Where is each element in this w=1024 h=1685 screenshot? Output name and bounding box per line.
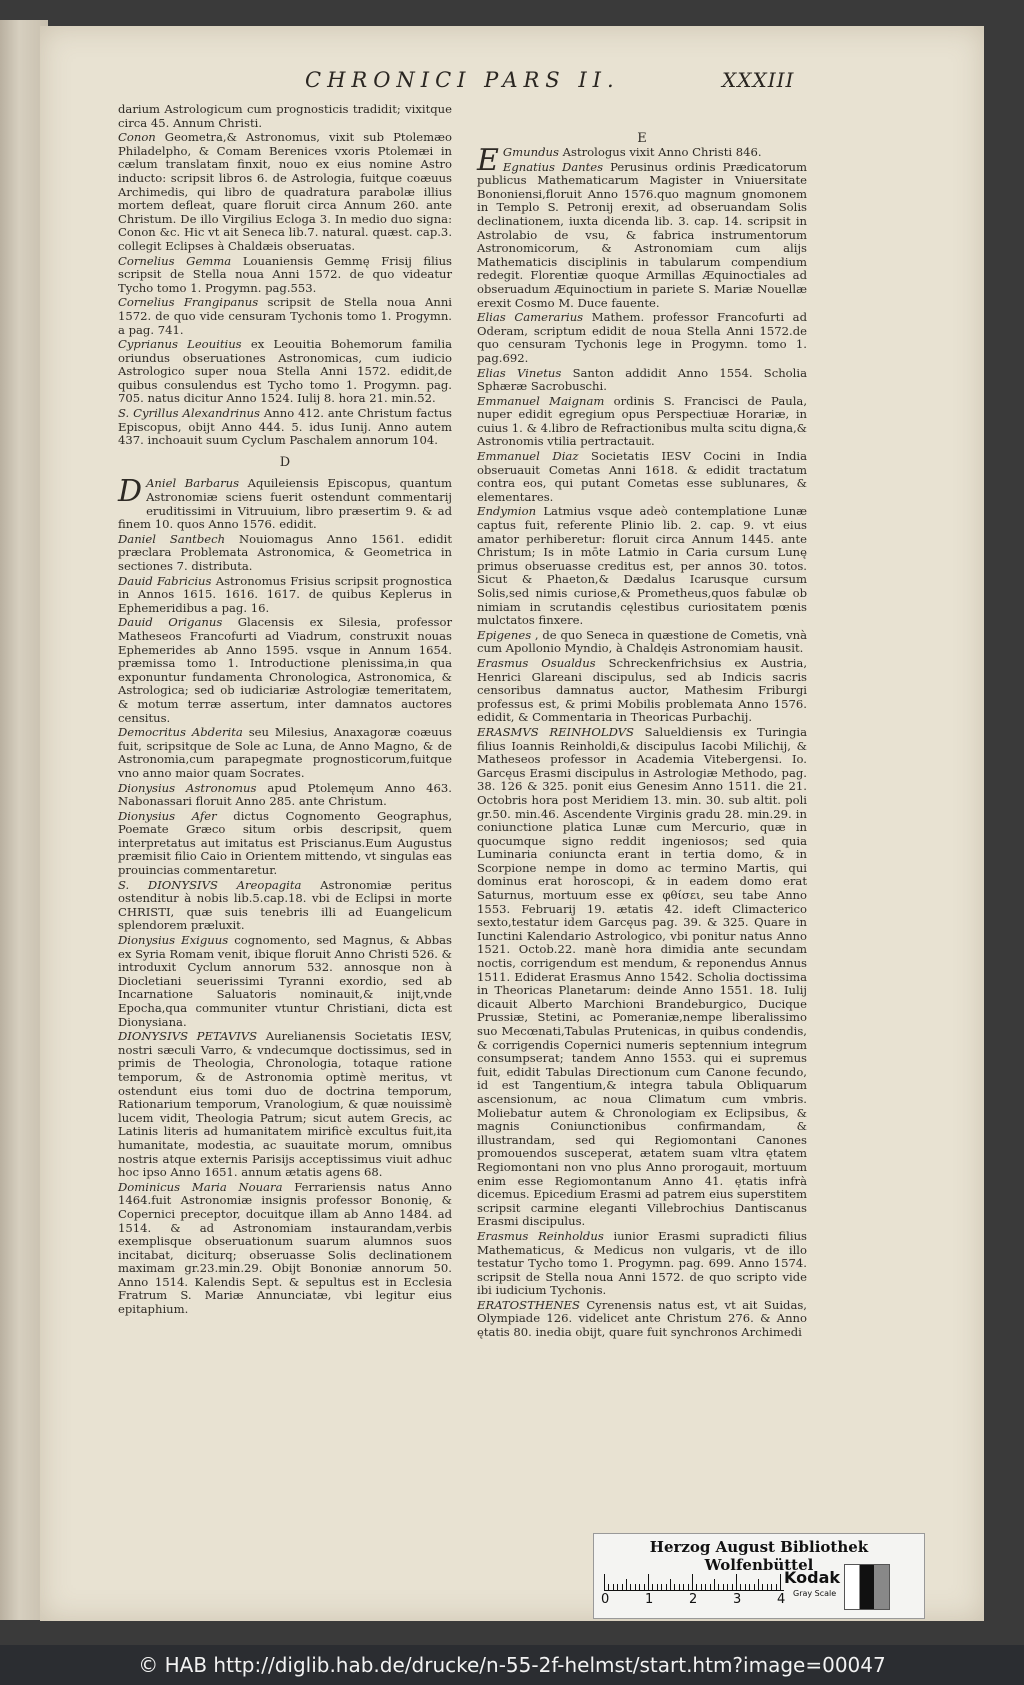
kodak-brand: Kodak (784, 1568, 840, 1587)
entry-text: seu Milesius, Anaxagoræ coæuus fuit, scripsitque de Sole ac Luna, de Anno Magno, & de Astronomia,cum parapegmate prognosticorum,fuitque vno anno maior quam Socrates. (118, 725, 452, 780)
entry-name: Democritus Abderita (118, 725, 243, 740)
entry-text: cognomento, sed Magnus, & Abbas ex Syria Romam venit, ibique floruit Anno Christi 526. & introduxit Cyclum annorum 532. annosque non à Diocletiani seuerissimi Tyranni exordio, sed ab Incarnatione Saluatoris nominauit,& inijt,vnde Epocha,qua communiter vtuntur Christiani, dicta est Dionysiana. (118, 933, 452, 1029)
entry (477, 367, 807, 394)
ruler-tick (661, 1584, 662, 1590)
ruler-number: 1 (645, 1592, 654, 1607)
entry (477, 311, 807, 365)
entry-name: ERATOSTHENES (477, 1297, 580, 1312)
entry-text: Latmius vsque adeò contemplatione Lunæ captus fuit, referente Plinio lib. 2. cap. 9. vt eius amator perhiberetur: floruit circa Annum 1445. ante Christum; Is in mōte Latmio in Caria cursum Lunę primus obseruasse creditus est, per annos 30. totos. Sicut & Phaeton,& Dædalus Icarusque cursum Solis,sed nimis curiose,& Prometheus,quos fabulæ ob nimiam in scrutandis cęlestibus curiositatem pœnis mulctatos finxere. (477, 504, 807, 628)
entry (118, 616, 452, 725)
entry-name: Dauid Fabricius (118, 573, 212, 588)
entry (118, 533, 452, 574)
ruler-tick (604, 1574, 605, 1590)
entry-name: S. Cyrillus Alexandrinus (118, 406, 260, 421)
ruler-scale (604, 1570, 784, 1591)
entry-name: Dauid Origanus (118, 615, 223, 630)
entry-name: Dionysius Afer (118, 808, 217, 823)
ruler-tick (657, 1584, 658, 1590)
entry (477, 395, 807, 449)
ruler-tick (723, 1584, 724, 1590)
entry (477, 657, 807, 725)
entry-text: Astronomus Frisius scripsit prognostica in Annos 1615. 1616. 1617. de quibus Keplerus in Ephemeridibus a pag. 16. (118, 573, 453, 615)
running-head: CHRONICI PARS II. (305, 68, 620, 92)
entries-e (477, 143, 807, 1340)
entry-name: Cornelius Frangipanus (118, 295, 259, 310)
entry-name: Conon (118, 130, 156, 145)
entry-name: Epigenes (477, 627, 532, 642)
entry-text: Nouiomagus Anno 1561. edidit præclara Problemata Astronomica, & Geometrica in sectiones 7. distributa. (118, 531, 452, 573)
entry (477, 629, 807, 656)
ruler-number: 2 (689, 1592, 698, 1607)
ruler-tick (692, 1574, 693, 1590)
continuation-text: darium Astrologicum cum prognosticis tradidit; vixitque circa 45. Annum Christi. (118, 102, 452, 130)
ruler-number: 3 (733, 1592, 742, 1607)
entry-text: Santon addidit Anno 1554. Scholia Sphæræ Sacrobuschi. (477, 365, 807, 394)
entry-name: Cornelius Gemma (118, 253, 232, 268)
left-column (118, 103, 452, 1318)
entry-text: Cyrenensis natus est, vt ait Suidas, Olympiade 126. videlicet ante Christum 276. & Anno ętatis 80. inedia obijt, quare fuit synchronos Archimedi (477, 1297, 807, 1340)
entry-name: Dominicus Maria Nouara (118, 1179, 283, 1194)
entry (118, 1030, 452, 1180)
ruler-tick (683, 1584, 684, 1590)
ruler-tick (622, 1584, 623, 1590)
entry-text: Glacensis ex Silesia, professor Matheseos Francofurti ad Viadrum, construxit nouas Ephemerides ab Anno 1595. vsque in Annum 1654. præmissa tomo 1. Introductione plenissima,in qua exponuntur fundamenta Chronologica, Astronomica, & Astrologica; sed ob iudiciariæ Astrologiæ temeritatem, & motum terræ assertum, inter damnatos auctores censitus. (118, 615, 452, 725)
entry (118, 1181, 452, 1317)
entry-text: , de quo Seneca in quæstione de Cometis, vnà cum Apollonio Myndio, à Chaldęis Astronomiam hausit. (477, 627, 807, 656)
entry (118, 879, 452, 933)
entry-text: apud Ptolemęum Anno 463. Nabonassari floruit Anno 285. ante Christum. (118, 780, 452, 809)
entry-name: Elias Camerarius (477, 310, 584, 325)
entry-name: S. DIONYSIVS Areopagita (118, 877, 302, 892)
entry-text: Louaniensis Gemmę Frisij filius scripsit de Stella noua Anni 1572. de quo videatur Tycho tomo 1. Progymn. pag.553. (118, 253, 452, 295)
entry-name: DIONYSIVS PETAVIVS (118, 1029, 258, 1044)
ruler-tick (736, 1574, 737, 1590)
ruler-tick (727, 1584, 728, 1590)
ruler-tick (635, 1584, 636, 1590)
ruler-number: 4 (777, 1592, 786, 1607)
ruler-tick (644, 1584, 645, 1590)
ruler-tick (670, 1579, 671, 1590)
ruler-tick (617, 1584, 618, 1590)
entry (118, 474, 452, 532)
entry-name: Cyprianus Leouitius (118, 337, 242, 352)
ruler-tick (639, 1584, 640, 1590)
entry (477, 505, 807, 627)
entry-name: Daniel Santbech (118, 531, 226, 546)
entry-name: Emmanuel Maignam (477, 393, 605, 408)
entry-text: Schreckenfrichsius ex Austria, Henrici Glareani discipulus, sed ab Indicis sacris censoribus damnatus auctor, Mathesim Friburgi professus est, & primi Mobilis problemata Anno 1576. edidit, & Commentaria in Theoricas Purbachij. (477, 655, 807, 725)
entries-c (118, 131, 452, 448)
entry-text: Astronomiæ peritus ostenditur à nobis lib.5.cap.18. vbi de Eclipsi in morte CHRISTI, quæ suis tenebris illi ad Euangelicum splendorem præluxit. (118, 877, 453, 933)
gray-scale-label: Gray Scale (793, 1589, 837, 1598)
ruler-tick (666, 1584, 667, 1590)
entry (118, 726, 452, 780)
ruler-tick (679, 1584, 680, 1590)
entry (477, 1299, 807, 1340)
entry-name: Erasmus Osualdus (477, 655, 596, 670)
ruler-tick (630, 1584, 631, 1590)
ruler-tick (674, 1584, 675, 1590)
entry-name: ERASMVS REINHOLDVS (477, 724, 634, 739)
ruler-tick (714, 1579, 715, 1590)
ruler-tick (732, 1584, 733, 1590)
ruler-tick (652, 1584, 653, 1590)
entry-text: Astrologus vixit Anno Christi 846. (558, 145, 762, 159)
right-column (477, 131, 807, 1341)
ruler-tick (613, 1584, 614, 1590)
footer-credit: © HAB http://diglib.hab.de/drucke/n-55-2f-helmst/start.htm?image=00047 (0, 1645, 1024, 1685)
ruler-tick (710, 1584, 711, 1590)
entry (118, 575, 452, 616)
ruler-tick (771, 1584, 772, 1590)
ruler-tick (749, 1584, 750, 1590)
ruler-tick (758, 1579, 759, 1590)
entry (118, 296, 452, 337)
ruler-tick (648, 1574, 649, 1590)
color-target-card (593, 1533, 925, 1619)
ruler-tick (767, 1584, 768, 1590)
ruler-tick (696, 1584, 697, 1590)
gray-scale-patch (844, 1564, 890, 1610)
entry-name: Endymion (477, 504, 537, 519)
section-letter-e: E (637, 131, 647, 146)
entry-name: EGmundus (477, 143, 559, 178)
entry-text: Aurelianensis Societatis IESV, nostri sæculi Varro, & vndecumque doctissimus, sed in primis de Theologia, Chronologia, totaque ratione temporum, & de Astronomia optimè meritus, vt ostendunt eius tomi duo de doctrina temporum, Rationarium temporum, Vranologium, & quæ nouissimè lucem vidit, Theologia Patrum; sicut autem Grecis, ac Latinis literis ad humanitatem mirificè excultus fuit,ita humanitate, modestia, ac suauitate morum, omnibus nostris atque externis Parisijs acceptissimus viuit adhuc hoc ipso Anno 1651. annum ætatis agens 68. (118, 1029, 452, 1180)
entry (118, 934, 452, 1029)
entry-text: Aquileiensis Episcopus, quantum Astronomiæ sciens fuerit ostendunt commentarij eruditissimi in Vitruuium, libro præsertim 9. & ad finem 10. quos Anno 1576. edidit. (118, 476, 452, 532)
entry-text: ex Leouitia Bohemorum familia oriundus obseruationes Astronomicas, cum iudicio Astrologico super noua Stella Anni 1572. edidit,de quibus consulendus est Tycho tomo 1. Progymn. pag. 705. natus dicitur Anno 1524. Iulij 8. hora 21. min.52. (118, 337, 452, 406)
ruler-tick (701, 1584, 702, 1590)
library-name: Herzog August Bibliothek Wolfenbüttel (649, 1538, 869, 1574)
entry-text: Societatis IESV Cocini in India obseruauit Cometas Anni 1618. & edidit tractatum contra eos, qui putant Cometas esse sublunares, & elementares. (477, 449, 807, 504)
entry (118, 338, 452, 406)
entry-text: ordinis S. Francisci de Paula, nuper edidit egregium opus Perspectiuæ Horariæ, in cuius 1. & 4.libro de Refractionibus multa scitu digna,& Astronomis vtilia pertractauit. (477, 393, 807, 449)
ruler-tick (705, 1584, 706, 1590)
ruler-numbers (601, 1592, 794, 1608)
ruler-tick (718, 1584, 719, 1590)
entry-text: iunior Erasmi supradicti filius Mathematicus, & Medicus non vulgaris, vt de illo testatur Tycho tomo 1. Progymn. pag. 699. Anno 1574. scripsit de Stella noua Anni 1572. de quo scripto vide ibi iudicium Tychonis. (477, 1228, 807, 1298)
entry-text: Anno 412. ante Christum factus Episcopus, obijt Anno 444. 5. idus Iunij. Anno autem 437. inchoauit suum Cyclum Paschalem annorum 104. (118, 406, 452, 448)
ruler-tick (754, 1584, 755, 1590)
entry-name: Erasmus Reinholdus (477, 1228, 604, 1243)
entry-text: Mathem. professor Francofurti ad Oderam, scriptum edidit de noua Stella Anni 1572.de quo censuram Tychonis lege in Progymn. tomo 1. pag.692. (477, 310, 807, 365)
entry (477, 1230, 807, 1298)
entry (118, 810, 452, 878)
entry (118, 782, 452, 809)
entry-text: dictus Cognomento Geographus, Poemate Græco situm orbis descripsit, quem interpretatus aut imitatus est Priscianus.Eum Augustus præmisit filio Caio in Orientem mittendo, vt singulas eas prouincias commentaretur. (118, 808, 453, 878)
folio-number: XXXIII (722, 68, 795, 92)
entries-d (118, 474, 453, 1317)
entry (118, 131, 452, 253)
section-letter-d: D (279, 454, 291, 470)
entry-name: Dionysius Exiguus (118, 933, 229, 948)
ruler-tick (740, 1584, 741, 1590)
ruler-tick (762, 1584, 763, 1590)
entry-text: Geometra,& Astronomus, vixit sub Ptolemæo Philadelpho, & Comam Berenices vxoris Ptolemæi in cælum translatam finxit, nouo ex eius nomine Astro inducto: scripsit libros 6. de Astrologia, fuitque coæuus Archimedis, qui libro de quadratura parabolæ illius mortem defleat, quare floruit circa Annum 260. ante Christum. De illo Virgilius Ecloga 3. In medio duo signa: Conon &c. Hic vt ait Seneca lib.7. natural. quæst. cap.3. collegit Eclipses à Chaldæis obseruatas. (118, 130, 452, 253)
ruler-number: 0 (601, 1592, 610, 1607)
ruler-tick (780, 1574, 781, 1590)
entry-text: scripsit de Stella noua Anni 1572. de quo vide censuram Tychonis tomo 1. Progymn. a pag. 741. (118, 295, 452, 337)
entry (477, 726, 807, 1229)
entry-name: Egnatius Dantes (502, 159, 604, 174)
entry (477, 161, 807, 311)
entry-name: Elias Vinetus (477, 365, 562, 380)
ruler-tick (688, 1584, 689, 1590)
entry (477, 450, 807, 504)
entry-text: Perusinus ordinis Prædicatorum publicus Mathematicarum Magister in Vniuersitate Bononiensi,floruit Anno 1576.quo magnum gnomonem in Templo S. Petronij erexit, ad obseruandam Solis declinationem, iuxta dicenda lib. 3. cap. 14. scripsit in Astrolabio de vsu, & fabrica instrumentorum Astronomicorum, & Astronomiam cum alijs Mathematicis disciplinis in tabularum compendium redegit. Florentiæ quoque Armillas Æquinoctiales ad obseruadum Æquinoctium in pariete S. Mariæ Nouellæ erexit Cosmo M. Duce fauente. (477, 159, 807, 310)
ruler-tick (776, 1584, 777, 1590)
entry-text: Ferrariensis natus Anno 1464.fuit Astronomiæ insignis professor Bononię, & Copernici preceptor, docuitque illam ab Anno 1484. ad 1514. & ad Astronomiam instaurandam,verbis exemplisque obseruationum suarum alumnos suos incitabat, diciturq; obseruasse Solis declinationem maximam gr.23.min.29. Obijt Bononiæ annorum 50. Anno 1514. Kalendis Sept. & sepultus est in Ecclesia Fratrum S. Mariæ Annunciatæ, vbi legitur eius epitaphium. (118, 1179, 452, 1317)
entry-name: Dionysius Astronomus (118, 780, 257, 795)
entry-name: DAniel Barbarus (118, 474, 240, 510)
entry-name: Emmanuel Diaz (477, 449, 579, 464)
entry-text: Salueldiensis ex Turingia filius Ioannis Reinholdi,& discipulus Iacobi Milichij, & Matheseos professor in Academia Vitebergensi. Io. Garcęus Erasmi discipulus in Astrologiæ Methodo, pag. 38. 126 & 325. ponit eius Genesim Anno 1511. die 21. Octobris hora post Meridiem 13. min. 30. sub altit. poli gr.50. min.46. Ascendente Virginis gradu 28. min.29. in coniunctione platica Lunæ cum Mercurio, quæ in quocumque signo reddit ingeniosos; sed quia Luminaria coniuncta erant in tertia domo, & in Scorpione nempe in domo ac termino Martis, qui dominus erat horoscopi, & in eadem domo erat Saturnus, mortuum esse ex φθίσει, seu tabe Anno 1553. Februarij 19. ætatis 42. ideft Climacterico sexto,testatur idem Garcęus pag. 39. & 325. Quare in Iunctini Kalendario Astrologico, vbi ponitur natus Anno 1521. Octob.22. manè hora dimidia ante secundam noctis, corrigendum est mendum, & reponendus Annus 1511. Ediderat Erasmus Anno 1542. Scholia doctissima in Theoricas Planetarum: deinde Anno 1551. 18. Iulij dicauit Alberto Marchioni Brandeburgico, Ducique Prussiæ, Stetini, ac Pomeraniæ,nempe liberalissimo suo Mecœnati,Tabulas Prutenicas, in quibus condendis, & corrigendis Copernici numeris septennium integrum consumpserat; tandem Anno 1553. qui ei supremus fuit, edidit Tabulas Directionum cum Canone fecundo, id est Tangentium,& integra tabula Obliquarum ascensionum, ac noua Climatum cum vmbris. Moliebatur autem & Chronologiam ex Eclipsibus, & magnis Coniunctionibus confirmandam, & illustrandam, sed qui Regiomontani Canones promouendos susceperat, ætatem suam vltra ętatem Regiomontani non vno plus Anno prorogauit, mortuum enim esse Regiomontanum Anno 41. ętatis infrà dicemus. Epicedium Erasmi ad patrem eius superstitem scripsit carmine eleganti Villebrochius Dantiscanus Erasmi discipulus. (477, 724, 807, 1229)
entry (118, 255, 452, 296)
ruler-tick (626, 1579, 627, 1590)
ruler-tick (745, 1584, 746, 1590)
entry (118, 407, 452, 448)
ruler-tick (608, 1584, 609, 1590)
